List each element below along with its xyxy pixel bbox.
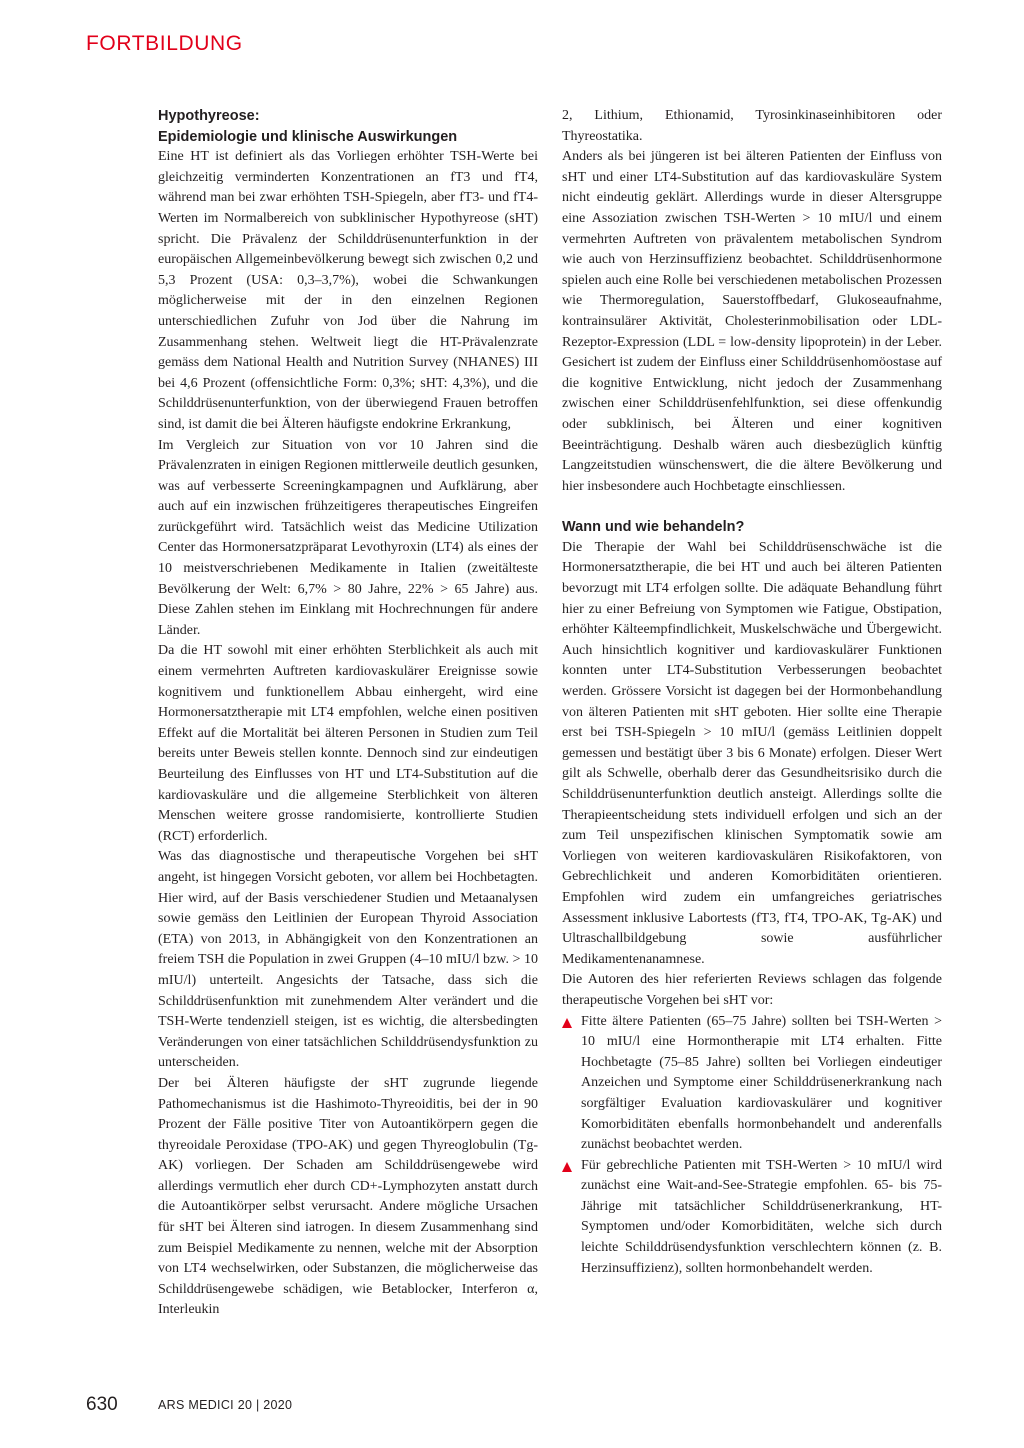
paragraph: Da die HT sowohl mit einer erhöhten Sterblichkeit als auch mit einem vermehrten Auftreten kardiovaskulärer Ereignisse sowie kognitivem und funktionellem Abbau einhergeht, wird eine Hormonersatztherapie mit LT4 empfohlen, welche einen positiven Effekt auf die Mortalität bei älteren Personen in Studien zum Teil bereits unter Beweis stellen konnte. Dennoch sind zur eindeutigen Beurteilung des Einflusses von HT und LT4-Substitution auf die kardiovaskuläre und die allgemeine Sterblichkeit von älteren Menschen weitere grosse randomisierte, kontrollierte Studien (RCT) erforderlich. — [158, 643, 538, 844]
section-heading — [158, 106, 538, 147]
right-column — [562, 106, 942, 1279]
paragraph: Was das diagnostische und therapeutische Vorgehen bei sHT angeht, ist hingegen Vorsicht geboten, vor allem bei Hochbetagten. Hier wird, auf der Basis verschiedener Studien und Metaanalysen sowie gemäss den Leitlinien der European Thyroid Association (ETA) von 2013, in Abhängigkeit von den Konzentrationen an freiem TSH die Population in zwei Gruppen (4–10 mIU/l bzw. > 10 mIU/l) unterteilt. Angesichts der Tatsache, dass sich die Schilddrüsenfunktion mit zunehmendem Alter verändert und die TSH-Werte tendenziell steigen, ist es wichtig, die altersbedingten Veränderungen von einer tatsächlichen Schilddrüsendysfunktion zu unterscheiden. — [158, 849, 538, 1071]
journal-issue: ARS MEDICI 20 | 2020 — [158, 1398, 293, 1412]
list-item-text: Fitte ältere Patienten (65–75 Jahre) sollten bei TSH-Werten > 10 mIU/l eine Hormontherapie mit LT4 erhalten. Fitte Hochbetagte (75–85 Jahre) sollten bei Vorliegen eindeutiger Anzeichen und Symptome einer Schilddrüsenerkrankung nach sorgfältiger Evaluation kardiovaskulärer und kognitiver Komorbiditäten ebenfalls hormonbehandelt und anderenfalls zunächst beobachtet werden. — [581, 1013, 942, 1153]
paragraph: Die Therapie der Wahl bei Schilddrüsenschwäche ist die Hormonersatztherapie, die bei HT und auch bei älteren Patienten bevorzugt mit LT4 erfolgen sollte. Die adäquate Behandlung führt hier zu einer Befreiung von Symptomen wie Fatigue, Obstipation, erhöhter Kälteempfindlichkeit, Muskelschwäche und Übergewicht. Auch hinsichtlich kognitiver und kardiovaskulärer Funktionen konnten unter LT4-Substitution Verbesserungen beobachtet werden. Grössere Vorsicht ist dagegen bei der Hormonbehandlung von älteren Patienten mit sHT geboten. Hier sollte eine Therapie erst bei TSH-Spiegeln > 10 mIU/l (gemäss Leitlinien doppelt gemessen und bestätigt über 3 bis 6 Monate) erfolgen. Dieser Wert gilt als Schwelle, oberhalb derer das Gesundheitsrisiko durch die Schilddrüsenunterfunktion deutlich ansteigt. Allerdings sollte die Therapieentscheidung stets individuell erfolgen und sich an der zum Teil unspezifischen klinischen Symptomatik sowie am Vorliegen von weiteren kardiovaskulären Risikofaktoren, von Gebrechlichkeit und anderen Komorbiditäten orientieren. Empfohlen wird zudem ein umfangreiches geriatrisches Assessment inklusive Labortests (fT3, fT4, TPO-AK, Tg-AK) und Ultraschallbildgebung sowie ausführlicher Medikamentenanamnese. — [562, 539, 942, 967]
recommendation-list — [562, 1012, 942, 1280]
section-label: FORTBILDUNG — [86, 32, 243, 55]
left-column — [158, 106, 538, 1321]
paragraph: 2, Lithium, Ethionamid, Tyrosinkinaseinhibitoren oder Thyreostatika. — [562, 108, 942, 144]
page-number: 630 — [86, 1394, 118, 1415]
paragraph: Anders als bei jüngeren ist bei älteren Patienten der Einfluss von sHT und einer LT4-Substitution auf das kardiovaskuläre System nicht eindeutig geklärt. Allerdings wurde in dieser Altersgruppe eine Assoziation zwischen TSH-Werten > 10 mIU/l und einem vermehrten Auftreten von prävalentem metabolischen Syndrom wie auch von Herzinsuffizienz beobachtet. Schilddrüsenhormone spielen auch eine Rolle bei verschiedenen metabolischen Prozessen wie Thermoregulation, Sauerstoffbedarf, Glukoseaufnahme, kontrainsulärer Aktivität, Cholesterinmobilisation oder LDL-Rezeptor-Expression (LDL = low-density lipoprotein) in der Leber. Gesichert ist zudem der Einfluss einer Schilddrüsenhomöostase auf die kognitive Entwicklung, nicht jedoch der Zusammenhang zwischen einer Schilddrüsenfehlfunktion, sei diese offenkundig oder subklinisch, bei Älteren und einer kognitiven Beeinträchtigung. Deshalb wären auch diesbezüglich künftig Langzeitstudien wünschenswert, die die ältere Bevölkerung und hier insbesondere auch Hochbetagte einschliessen. — [562, 149, 942, 494]
paragraph: Der bei Älteren häufigste der sHT zugrunde liegende Pathomechanismus ist die Hashimoto-Thyreoiditis, bei der in 90 Prozent der Fälle positive Titer von Autoantikörpern gegen die thyreoidale Peroxidase (TPO-AK) und gegen Thyreoglobulin (Tg-AK) vorliegen. Der Schaden am Schilddrüsengewebe wird allerdings vermutlich eher durch CD+-Lymphozyten anstatt durch die Autoantikörper selbst verursacht. Andere mögliche Ursachen für sHT bei Älteren sind iatrogen. In diesem Zusammenhang sind zum Beispiel Medikamente zu nennen, welche mit der Absorption von LT4 wechselwirken, oder Substanzen, die möglicherweise das Schilddrüsengewebe schädigen, wie Betablocker, Interferon α, Interleukin — [158, 1075, 538, 1318]
paragraph: Die Autoren des hier referierten Reviews schlagen das folgende therapeutische Vorgehen bei sHT vor: — [562, 972, 942, 1008]
triangle-bullet-icon — [562, 1162, 572, 1172]
section-heading: Wann und wie behandeln? — [562, 519, 745, 536]
paragraph: Eine HT ist definiert als das Vorliegen erhöhter TSH-Werte bei gleichzeitig verminderten Konzentrationen an fT3 und fT4, während man bei zwar erhöhten TSH-Spiegeln, aber fT3- und fT4-Werten im Normalbereich von subklinischer Hypothyreose (sHT) spricht. Die Prävalenz der Schilddrüsenunterfunktion in der europäischen Allgemeinbevölkerung bewegt sich zwischen 0,2 und 5,3 Prozent (USA: 0,3–3,7%), wobei die Schwankungen möglicherweise mit der in den einzelnen Regionen unterschiedlichen Zufuhr von Jod über die Nahrung im Zusammenhang stehen. Weltweit liegt die HT-Prävalenzrate gemäss dem National Health and Nutrition Survey (NHANES) III bei 4,6 Prozent (offensichtliche Form: 0,3%; sHT: 4,3%), und die Schilddrüsenunterfunktion, von der überwiegend Frauen betroffen sind, ist damit die bei Älteren häufigste endokrine Erkrankung, — [158, 149, 538, 432]
triangle-bullet-icon — [562, 1018, 572, 1028]
paragraph: Im Vergleich zur Situation von vor 10 Jahren sind die Prävalenzraten in einigen Regionen mittlerweile deutlich gesunken, was auf verbesserte Screeningkampagnen und Aufklärung, aber auch auf ein inzwischen frühzeitigeres therapeutisches Eingreifen zurückgeführt wird. Tatsächlich weist das Medicine Utilization Center das Hormonersatzpräparat Levothyroxin (LT4) als eines der 10 meistverschriebenen Medikamente in Italien (zweitälteste Bevölkerung der Welt: 6,7% > 80 Jahre, 22% > 65 Jahre) aus. Diese Zahlen stehen im Einklang mit Hochrechnungen für andere Länder. — [158, 437, 538, 638]
list-item — [562, 1156, 942, 1280]
list-item-text: Für gebrechliche Patienten mit TSH-Werten > 10 mIU/l wird zunächst eine Wait-and-See-Strategie empfohlen. 65- bis 75-Jährige mit tatsächlicher Schilddrüsenerkrankung, HT-Symptomen und/oder Komorbiditäten, welche sich durch leichte Schilddrüsendysfunktion verschlechtern können (z. B. Herzinsuffizienz), sollten hormonbehandelt werden. — [581, 1157, 942, 1276]
list-item — [562, 1012, 942, 1156]
section-heading-line-1: Hypothyreose: — [158, 108, 260, 124]
section-heading-line-2: Epidemiologie und klinische Auswirkungen — [158, 128, 458, 145]
